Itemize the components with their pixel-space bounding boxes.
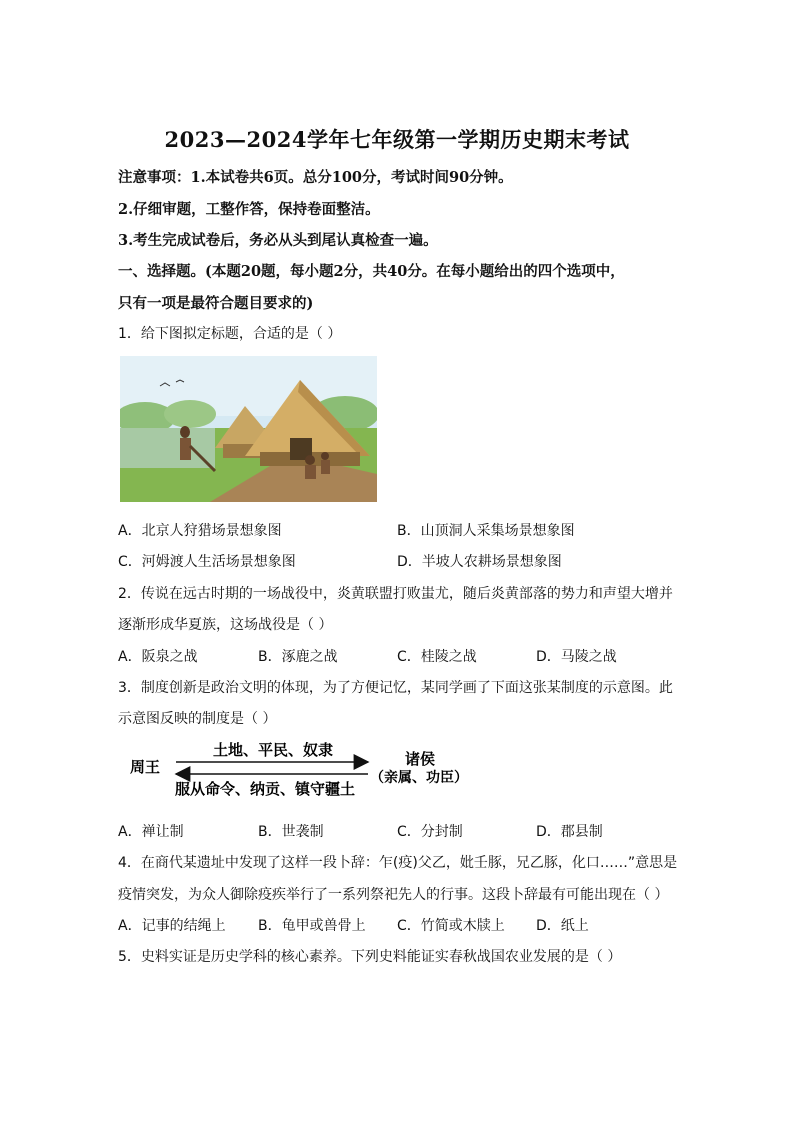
q2-stem-line-2: 逐渐形成华夏族，这场战役是（ ） xyxy=(118,617,333,633)
q2-option-d: D．马陵之战 xyxy=(536,649,617,665)
q1-illustration xyxy=(120,356,377,502)
q1-option-d: D．半坡人农耕场景想象图 xyxy=(397,554,562,570)
notice-line-1: 注意事项：1.本试卷共6页。总分100分，考试时间90分钟。 xyxy=(118,169,513,186)
notice-line-3: 3.考生完成试卷后，务必从头到尾认真检查一遍。 xyxy=(118,232,438,249)
section-heading-line-2: 只有一项是最符合题目要求的) xyxy=(118,295,314,312)
q3-option-d: D．郡县制 xyxy=(536,824,603,840)
q1-option-b: B．山顶洞人采集场景想象图 xyxy=(397,523,575,539)
diagram-top-label: 土地、平民、奴隶 xyxy=(213,741,334,759)
q3-stem-line-2: 示意图反映的制度是（ ） xyxy=(118,711,277,727)
q3-option-a: A．禅让制 xyxy=(118,824,184,840)
q1-option-a: A．北京人狩猎场景想象图 xyxy=(118,523,282,539)
exam-title: 2023—2024学年七年级第一学期历史期末考试 xyxy=(164,127,630,152)
diagram-bottom-label: 服从命令、纳贡、镇守疆土 xyxy=(175,780,356,798)
q2-stem-line-1: 2．传说在远古时期的一场战役中，炎黄联盟打败蚩尤，随后炎黄部落的势力和声望大增并 xyxy=(118,586,673,602)
q2-option-a: A．阪泉之战 xyxy=(118,649,198,665)
q1-option-c: C．河姆渡人生活场景想象图 xyxy=(118,554,296,570)
q5-stem: 5．史料实证是历史学科的核心素养。下列史料能证实春秋战国农业发展的是（ ） xyxy=(118,949,622,965)
q3-option-b: B．世袭制 xyxy=(258,824,324,840)
diagram-left-label: 周王 xyxy=(130,758,161,776)
q4-stem-line-1: 4．在商代某遗址中发现了这样一段卜辞：乍(疫)父乙，妣壬豚，兄乙豚，化口……”意思是 xyxy=(118,855,678,871)
q1-stem: 1．给下图拟定标题，合适的是（ ） xyxy=(118,326,342,342)
q3-option-c: C．分封制 xyxy=(397,824,463,840)
q4-stem-line-2: 疫情突发，为众人御除疫疾举行了一系列祭祀先人的行事。这段卜辞最有可能出现在（ ） xyxy=(118,887,669,903)
q2-option-b: B．涿鹿之战 xyxy=(258,649,338,665)
notice-line-2: 2.仔细审题，工整作答，保持卷面整洁。 xyxy=(118,201,380,218)
diagram-right-sublabel: （亲属、功臣） xyxy=(370,770,468,786)
diagram-right-label: 诸侯 xyxy=(405,750,436,768)
section-heading-line-1: 一、选择题。(本题20题，每小题2分，共40分。在每小题给出的四个选项中， xyxy=(118,263,625,280)
q4-option-c: C．竹简或木牍上 xyxy=(397,918,505,934)
feudal-system-diagram xyxy=(130,738,480,804)
q4-option-a: A．记事的结绳上 xyxy=(118,918,226,934)
q3-stem-line-1: 3．制度创新是政治文明的体现，为了方便记忆，某同学画了下面这张某制度的示意图。此 xyxy=(118,680,673,696)
q4-option-d: D．纸上 xyxy=(536,918,589,934)
q2-option-c: C．桂陵之战 xyxy=(397,649,477,665)
prehistoric-village-image xyxy=(120,356,377,502)
q4-option-b: B．龟甲或兽骨上 xyxy=(258,918,366,934)
